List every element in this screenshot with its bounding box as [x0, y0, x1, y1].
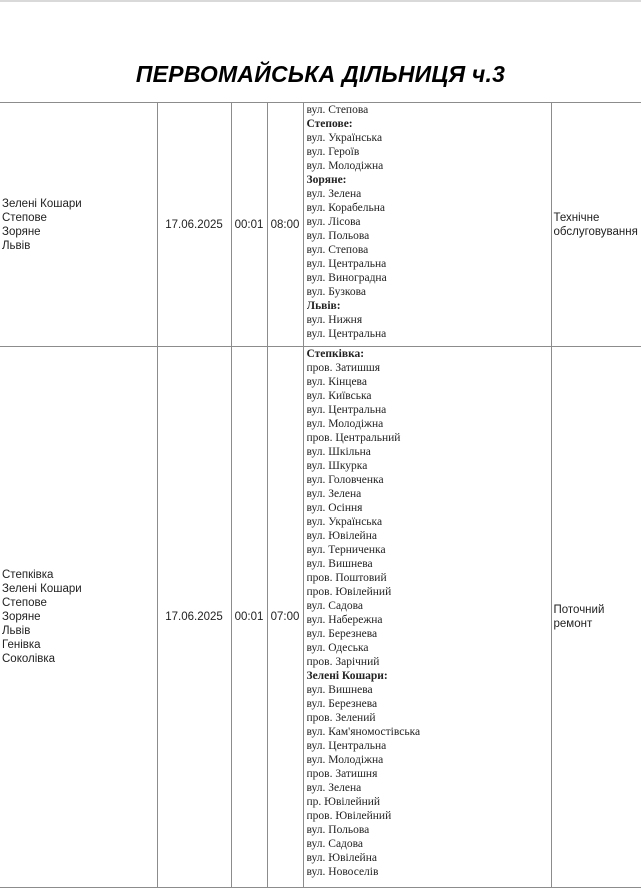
settlement-name: Степківка: [2, 569, 54, 581]
time-from-cell: 00:01: [231, 347, 267, 888]
work-type-label: обслуговування: [553, 225, 638, 238]
street-item: вул. Українська: [306, 516, 383, 528]
street-item: пров. Поштовий: [306, 572, 387, 584]
street-item: вул. Вишнева: [306, 684, 373, 696]
street-item: вул. Головченка: [306, 474, 384, 486]
top-divider: [0, 0, 641, 2]
street-item: вул. Центральна: [306, 328, 387, 340]
street-item: вул. Центральна: [306, 740, 387, 752]
table-row: [0, 103, 641, 347]
street-item: пров. Зелений: [306, 712, 376, 724]
table-row: [0, 347, 641, 888]
work-type-cell: [551, 347, 641, 888]
date-cell: 17.06.2025: [157, 103, 231, 347]
street-item: пров. Центральний: [306, 432, 401, 444]
street-item: вул. Бузкова: [306, 286, 367, 298]
street-item: вул. Ювілейна: [306, 530, 377, 542]
street-item: вул. Садова: [306, 600, 364, 612]
street-item: вул. Осіння: [306, 502, 363, 514]
street-item: вул. Кінцева: [306, 376, 367, 388]
street-item: вул. Молодіжна: [306, 754, 384, 766]
time-to-cell: 08:00: [267, 103, 303, 347]
street-item: вул. Новоселів: [306, 866, 379, 878]
settlement-heading: Львів:: [306, 300, 341, 312]
page-title: ПЕРВОМАЙСЬКА ДІЛЬНИЦЯ ч.3: [135, 61, 506, 87]
street-item: вул. Виноградна: [306, 272, 387, 284]
street-item: вул. Зелена: [306, 188, 362, 200]
street-item: пров. Ювілейний: [306, 586, 392, 598]
street-item: вул. Зелена: [306, 488, 362, 500]
street-item: пров. Ювілейний: [306, 810, 392, 822]
street-item: вул. Лісова: [306, 216, 361, 228]
settlements-cell: [0, 103, 157, 347]
outage-schedule-table: [0, 102, 641, 888]
street-item: вул. Степова: [306, 244, 369, 256]
settlement-name: Степове: [2, 211, 47, 224]
street-item: вул. Одеська: [306, 642, 369, 654]
street-item: вул. Молодіжна: [306, 418, 384, 430]
street-item: пров. Зарічний: [306, 656, 380, 668]
street-item: вул. Березнева: [306, 628, 378, 640]
street-item: вул. Ювілейна: [306, 852, 377, 864]
settlement-heading: Зелені Кошари:: [306, 670, 388, 682]
settlement-heading: Степове:: [306, 118, 353, 130]
street-item: вул. Центральна: [306, 404, 387, 416]
settlement-name: Львів: [2, 239, 31, 252]
street-item: вул. Степова: [306, 104, 369, 116]
street-item: пров. Затишшя: [306, 362, 381, 374]
date-cell: 17.06.2025: [157, 347, 231, 888]
street-item: вул. Зелена: [306, 782, 362, 794]
street-item: вул. Центральна: [306, 258, 387, 270]
street-item: вул. Кам'яномостівська: [306, 726, 421, 738]
settlement-name: Зоряне: [2, 611, 41, 623]
street-item: вул. Вишнева: [306, 558, 373, 570]
settlement-heading: Степківка:: [306, 348, 365, 360]
street-item: пров. Затишня: [306, 768, 378, 780]
work-type-label: Технічне: [553, 211, 600, 224]
street-item: вул. Київська: [306, 390, 372, 402]
settlement-heading: Зоряне:: [306, 174, 347, 186]
street-item: вул. Садова: [306, 838, 364, 850]
settlement-name: Зелені Кошари: [2, 583, 82, 595]
streets-cell: [303, 103, 551, 347]
settlement-name: Зелені Кошари: [2, 197, 82, 210]
street-item: вул. Шкільна: [306, 446, 371, 458]
settlement-name: Генівка: [2, 639, 41, 651]
time-from-cell: 00:01: [231, 103, 267, 347]
work-type-label: Поточний: [553, 604, 605, 616]
time-to-cell: 07:00: [267, 347, 303, 888]
street-item: вул. Українська: [306, 132, 383, 144]
street-item: вул. Набережна: [306, 614, 383, 626]
street-item: вул. Польова: [306, 824, 370, 836]
settlement-name: Львів: [2, 625, 31, 637]
street-item: вул. Шкурка: [306, 460, 368, 472]
street-item: вул. Терниченка: [306, 544, 386, 556]
street-item: вул. Нижня: [306, 314, 363, 326]
street-item: пр. Ювілейний: [306, 796, 381, 808]
settlements-cell: [0, 347, 157, 888]
settlement-name: Степове: [2, 597, 47, 609]
work-type-label: ремонт: [553, 618, 593, 630]
street-item: вул. Корабельна: [306, 202, 386, 214]
street-item: вул. Березнева: [306, 698, 378, 710]
street-item: вул. Молодіжна: [306, 160, 384, 172]
street-item: вул. Польова: [306, 230, 370, 242]
streets-cell: [303, 347, 551, 888]
settlement-name: Соколівка: [2, 653, 56, 665]
work-type-cell: [551, 103, 641, 347]
street-item: вул. Героїв: [306, 146, 360, 158]
settlement-name: Зоряне: [2, 225, 41, 238]
